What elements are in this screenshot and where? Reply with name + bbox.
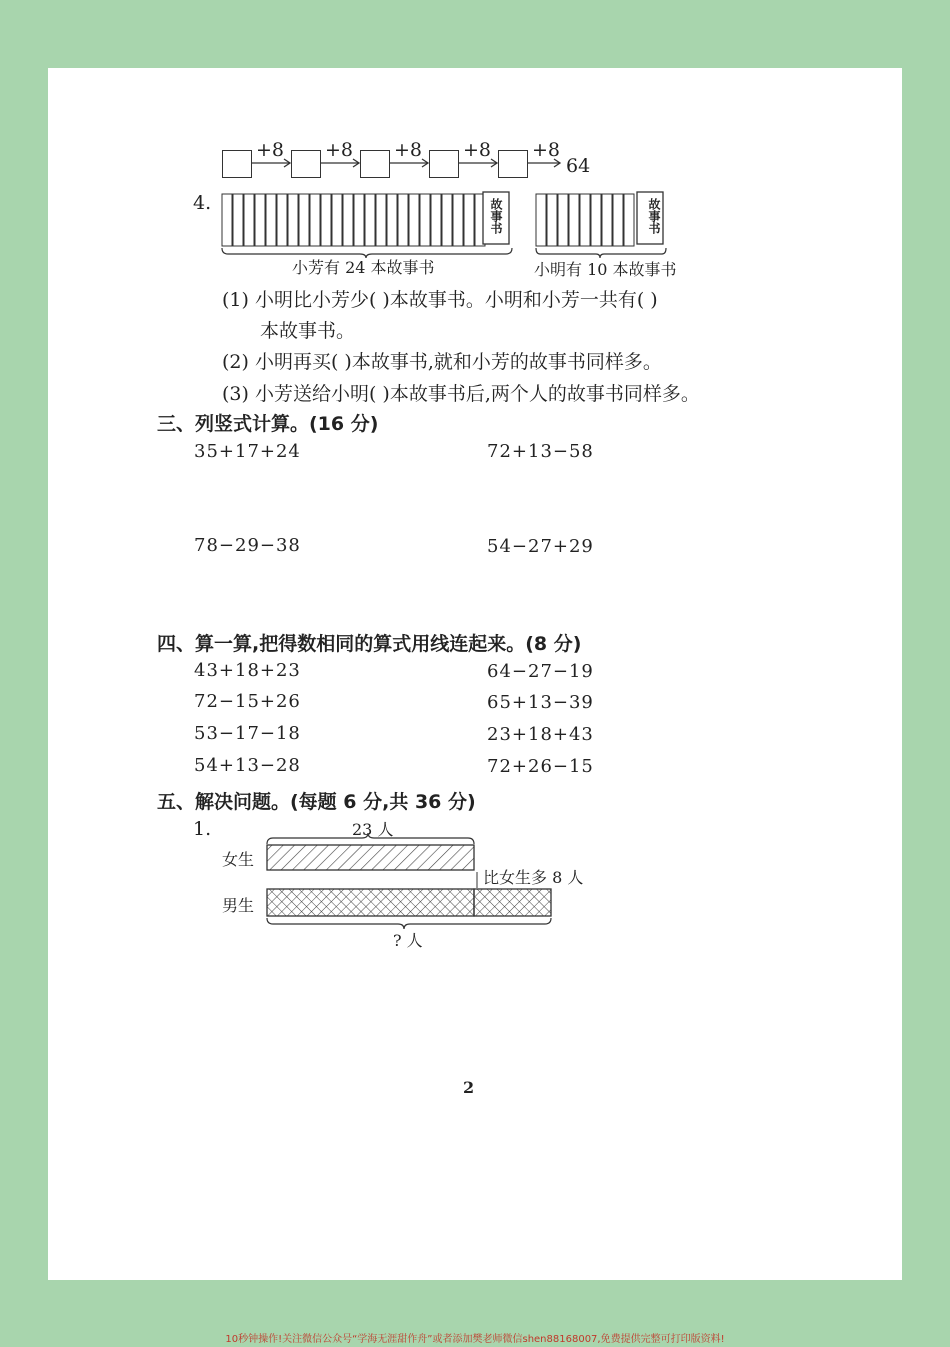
page-number: 2 — [463, 1078, 475, 1097]
book-spine — [442, 194, 452, 246]
book-spine — [431, 194, 441, 246]
book-spine — [624, 194, 634, 246]
step-label: +8 — [532, 139, 561, 161]
answer-box[interactable] — [222, 150, 252, 178]
book-spine — [288, 194, 298, 246]
book-spine — [547, 194, 557, 246]
right-expression[interactable]: 23+18+43 — [487, 724, 594, 745]
book-spine — [277, 194, 287, 246]
expression: 54−27+29 — [487, 536, 594, 557]
chain-result: 64 — [566, 155, 591, 177]
q4-sub1-cont: 本故事书。 — [260, 320, 356, 342]
boys-label: 男生 — [222, 896, 255, 915]
book-spine — [580, 194, 590, 246]
book-spine — [591, 194, 601, 246]
left-expression[interactable]: 53−17−18 — [194, 723, 301, 744]
promo-footer: 10秒钟操作!关注微信公众号“学海无涯甜作舟”或者添加樊老师微信shen88168007,免费提供完整可打印版资料! — [225, 1334, 725, 1345]
step-label: +8 — [463, 139, 492, 161]
caption-xiaofang: 小芳有 24 本故事书 — [292, 258, 435, 277]
q4-sub2: (2) 小明再买( )本故事书,就和小芳的故事书同样多。 — [222, 351, 662, 373]
girls-label: 女生 — [222, 850, 255, 869]
step-label: +8 — [325, 139, 354, 161]
step-label: +8 — [256, 139, 285, 161]
book-spine — [222, 194, 232, 246]
q4-sub1: (1) 小明比小芳少( )本故事书。小明和小芳一共有( ) — [222, 289, 658, 311]
section4-title: 四、算一算,把得数相同的算式用线连起来。(8 分) — [157, 633, 582, 655]
book-spine — [266, 194, 276, 246]
book-spine — [558, 194, 568, 246]
question-number: 1. — [193, 818, 212, 840]
book-spine — [233, 194, 243, 246]
bar-diagram — [262, 832, 562, 932]
book-spine — [387, 194, 397, 246]
book-spine — [354, 194, 364, 246]
spine-label: 故事书 — [647, 198, 661, 234]
right-expression[interactable]: 72+26−15 — [487, 756, 594, 777]
book-spine — [453, 194, 463, 246]
book-spine — [420, 194, 430, 246]
book-spine — [376, 194, 386, 246]
book-spine — [244, 194, 254, 246]
left-expression[interactable]: 72−15+26 — [194, 691, 301, 712]
q4-sub3: (3) 小芳送给小明( )本故事书后,两个人的故事书同样多。 — [222, 383, 700, 405]
book-spine — [310, 194, 320, 246]
total-unknown-label: ? 人 — [393, 931, 423, 950]
book-spine — [343, 194, 353, 246]
book-spine — [299, 194, 309, 246]
book-spine — [398, 194, 408, 246]
expression: 35+17+24 — [194, 441, 301, 462]
girls-count-label: 23 人 — [352, 820, 394, 839]
difference-label: 比女生多 8 人 — [483, 868, 584, 887]
book-spine — [321, 194, 331, 246]
step-label: +8 — [394, 139, 423, 161]
expression: 72+13−58 — [487, 441, 594, 462]
book-spine — [464, 194, 474, 246]
left-expression[interactable]: 43+18+23 — [194, 660, 301, 681]
caption-xiaoming: 小明有 10 本故事书 — [534, 260, 677, 279]
book-spine — [255, 194, 265, 246]
right-expression[interactable]: 65+13−39 — [487, 692, 594, 713]
left-expression[interactable]: 54+13−28 — [194, 755, 301, 776]
right-expression[interactable]: 64−27−19 — [487, 661, 594, 682]
book-spine — [602, 194, 612, 246]
book-spine — [536, 194, 546, 246]
book-spine — [332, 194, 342, 246]
section3-title: 三、列竖式计算。(16 分) — [157, 413, 379, 435]
books-xiaofang — [220, 190, 515, 252]
book-spine — [613, 194, 623, 246]
section5-title: 五、解决问题。(每题 6 分,共 36 分) — [157, 791, 476, 813]
book-spine — [569, 194, 579, 246]
spine-label: 故事书 — [489, 198, 503, 234]
expression: 78−29−38 — [194, 535, 301, 556]
book-spine — [409, 194, 419, 246]
question-number: 4. — [193, 192, 212, 214]
book-spine — [365, 194, 375, 246]
